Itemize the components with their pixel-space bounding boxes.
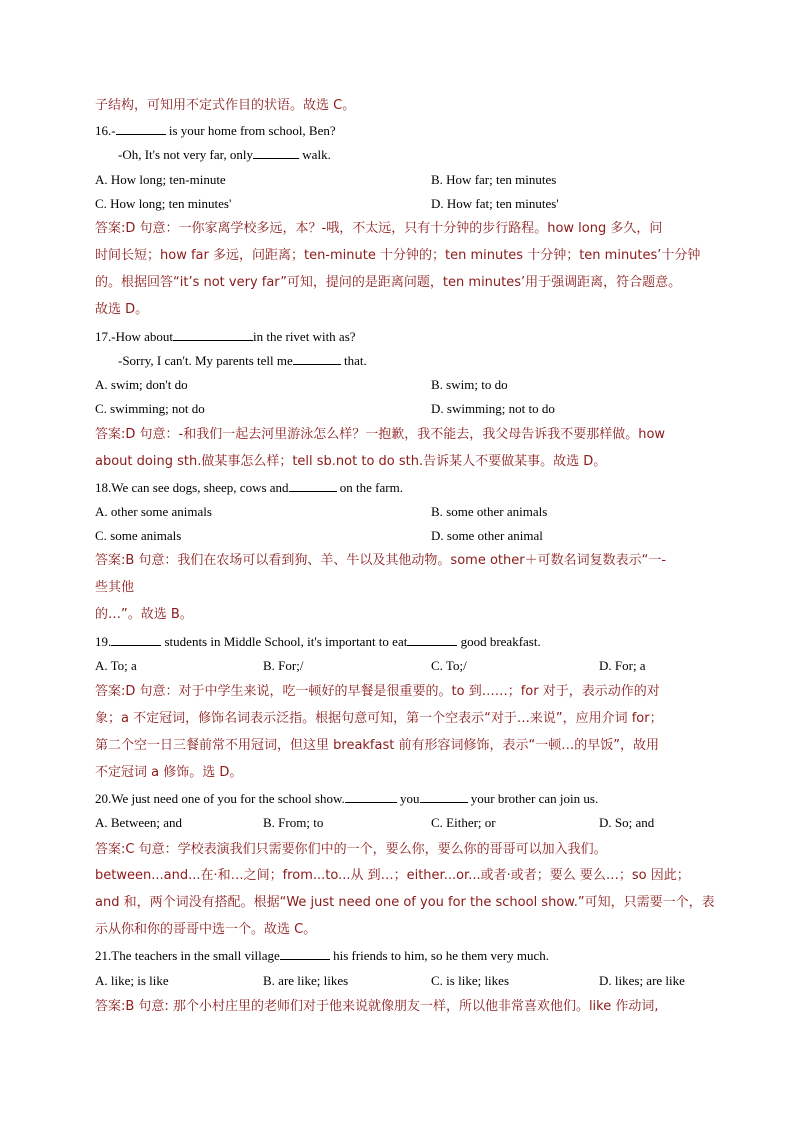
option-17-b: B. swim; to do <box>431 377 508 392</box>
answer-continuation: 子结构，可知用不定式作目的状语。故选 C。 <box>95 98 356 113</box>
blank <box>420 790 468 803</box>
option-19-d: D. For; a <box>599 658 646 673</box>
blank <box>345 790 397 803</box>
blank <box>280 947 330 960</box>
question-17: 17.-How about in the rivet with as? <box>95 329 356 344</box>
question-16-reply: -Oh, It's not very far, only walk. <box>118 147 331 162</box>
answer-16-line-3: 的。根据回答“it’s not very far”可知，提问的是距离问题，ten minutes’用于强调距离，符合题意。 <box>95 275 682 290</box>
answer-18-line-3: 的…”。故选 B。 <box>95 607 193 622</box>
option-16-b: B. How far; ten minutes <box>431 172 557 187</box>
question-18: 18.We can see dogs, sheep, cows and on the farm. <box>95 480 403 495</box>
answer-19-line-2: 象；a 不定冠词，修饰名词表示泛指。根据句意可知，第一个空表示“对于…来说”，应用介词 for； <box>95 711 663 726</box>
answer-20-line-3: and 和，两个词没有搭配。根据“We just need one of you for the school show.”可知，只需要一个，表 <box>95 895 715 910</box>
answer-18-line-1: 答案:B 句意：我们在农场可以看到狗、羊、牛以及其他动物。some other＋可数名词复数表示“一- <box>95 553 667 568</box>
blank <box>289 479 337 492</box>
option-20-d: D. So; and <box>599 815 655 830</box>
option-18-a: A. other some animals <box>95 504 212 519</box>
option-21-a: A. like; is like <box>95 973 169 988</box>
option-16-d: D. How fat; ten minutes' <box>431 196 559 211</box>
answer-20-line-1: 答案:C 句意：学校表演我们只需要你们中的一个，要么你，要么你的哥哥可以加入我们。 <box>95 842 607 857</box>
answer-18-line-2: 些其他 <box>95 580 135 595</box>
option-17-d: D. swimming; not to do <box>431 401 555 416</box>
answer-19-line-3: 第二个空一日三餐前常不用冠词，但这里 breakfast 前有形容词修饰，表示“一顿…的早饭”，故用 <box>95 738 659 753</box>
option-20-a: A. Between; and <box>95 815 183 830</box>
answer-16-line-2: 时间长短；how far 多远，问距离；ten-minute 十分钟的；ten minutes 十分钟；ten minutes’十分钟 <box>95 248 701 263</box>
option-19-c: C. To;/ <box>431 658 467 673</box>
option-21-c: C. is like; likes <box>431 973 509 988</box>
question-19: 19. students in Middle School, it's important to eat good breakfast. <box>95 634 541 649</box>
blank <box>116 122 166 135</box>
option-21-d: D. likes; are like <box>599 973 685 988</box>
option-18-d: D. some other animal <box>431 528 543 543</box>
answer-17-line-2: about doing sth.做某事怎么样；tell sb.not to do sth.告诉某人不要做某事。故选 D。 <box>95 454 607 469</box>
blank <box>293 352 341 365</box>
blank <box>111 633 161 646</box>
option-18-c: C. some animals <box>95 528 182 543</box>
answer-19-line-4: 不定冠词 a 修饰。选 D。 <box>95 765 243 780</box>
answer-16-line-4: 故选 D。 <box>95 302 149 317</box>
answer-20-line-4: 示从你和你的哥哥中选一个。故选 C。 <box>95 922 317 937</box>
option-20-c: C. Either; or <box>431 815 496 830</box>
answer-20-line-2: between...and...在·和…之间；from...to...从 到…；either...or...或者·或者；要么 要么…；so 因此； <box>95 868 690 883</box>
question-17-reply: -Sorry, I can't. My parents tell me that. <box>118 353 367 368</box>
answer-17-line-1: 答案:D 句意：-和我们一起去河里游泳怎么样？一抱歉，我不能去，我父母告诉我不要那样做。how <box>95 427 666 442</box>
question-16: 16.- is your home from school, Ben? <box>95 123 336 138</box>
answer-16-line-1: 答案:D 句意：一你家离学校多远，本？-哦，不太远，只有十分钟的步行路程。how long 多久，问 <box>95 221 663 236</box>
option-20-b: B. From; to <box>263 815 324 830</box>
option-19-a: A. To; a <box>95 658 137 673</box>
option-19-b: B. For;/ <box>263 658 304 673</box>
option-16-c: C. How long; ten minutes' <box>95 196 232 211</box>
question-21: 21.The teachers in the small village his friends to him, so he them very much. <box>95 948 549 963</box>
option-17-a: A. swim; don't do <box>95 377 188 392</box>
option-21-b: B. are like; likes <box>263 973 349 988</box>
answer-19-line-1: 答案:D 句意：对于中学生来说，吃一顿好的早餐是很重要的。to 到……；for 对于，表示动作的对 <box>95 684 660 699</box>
blank <box>407 633 457 646</box>
option-16-a: A. How long; ten-minute <box>95 172 226 187</box>
option-18-b: B. some other animals <box>431 504 548 519</box>
question-20: 20.We just need one of you for the school show. you your brother can join us. <box>95 791 599 806</box>
option-17-c: C. swimming; not do <box>95 401 205 416</box>
answer-21-line-1: 答案:B 句意: 那个小村庄里的老师们对于他来说就像朋友一样，所以他非常喜欢他们。like 作动词, <box>95 999 659 1014</box>
blank <box>173 328 253 341</box>
blank <box>253 146 299 159</box>
